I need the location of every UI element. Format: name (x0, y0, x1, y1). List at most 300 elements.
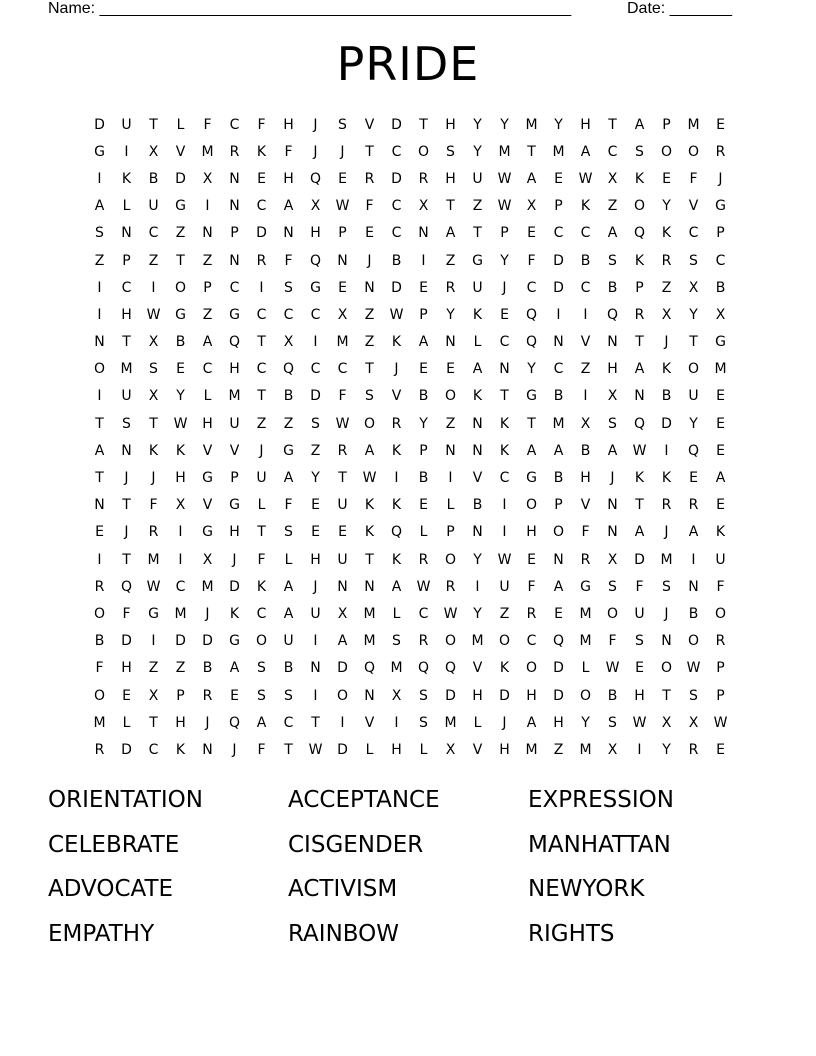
grid-letter: S (392, 633, 401, 650)
grid-letter: W (173, 415, 188, 432)
grid-letter: Z (661, 279, 672, 296)
grid-letter: I (151, 279, 156, 296)
grid-letter: A (283, 578, 294, 595)
grid-letter: R (364, 170, 375, 187)
grid-letter: A (634, 361, 645, 378)
grid-letter: D (256, 225, 267, 242)
grid-letter: C (553, 225, 564, 242)
grid-letter: F (527, 578, 536, 595)
grid-letter: J (502, 714, 507, 731)
grid-letter: I (259, 279, 264, 296)
grid-letter: F (257, 116, 266, 133)
grid-letter: T (95, 470, 104, 487)
grid-letter: C (418, 605, 429, 622)
grid-letter: N (202, 741, 213, 758)
grid-letter: T (95, 415, 104, 432)
grid-letter: P (446, 524, 455, 541)
grid-letter: Q (633, 415, 646, 432)
grid-row (86, 600, 734, 627)
grid-letter: R (715, 633, 726, 650)
grid-letter: V (391, 388, 402, 405)
grid-letter: E (176, 361, 185, 378)
grid-letter: C (283, 714, 294, 731)
grid-letter: R (418, 170, 429, 187)
grid-letter: A (283, 470, 294, 487)
grid-letter: S (446, 143, 455, 160)
grid-letter: W (497, 198, 512, 215)
grid-row (86, 519, 734, 546)
grid-letter: V (580, 334, 591, 351)
grid-letter: K (634, 252, 645, 269)
grid-letter: A (94, 198, 105, 215)
grid-letter: S (689, 687, 698, 704)
grid-letter: Y (581, 714, 590, 731)
grid-letter: N (337, 252, 348, 269)
grid-letter: B (391, 252, 402, 269)
grid-letter: Z (472, 198, 483, 215)
grid-letter: T (149, 415, 158, 432)
grid-letter: T (257, 388, 266, 405)
grid-letter: W (146, 306, 161, 323)
grid-letter: O (93, 361, 106, 378)
grid-letter: Q (282, 361, 295, 378)
grid-letter: E (527, 225, 536, 242)
grid-letter: P (635, 279, 644, 296)
grid-letter: O (687, 633, 700, 650)
grid-letter: L (122, 714, 131, 731)
grid-letter: D (553, 279, 564, 296)
grid-row (86, 247, 734, 274)
grid-letter: N (229, 170, 240, 187)
grid-letter: N (364, 279, 375, 296)
grid-letter: R (418, 633, 429, 650)
grid-letter: Y (473, 551, 482, 568)
grid-letter: D (499, 687, 510, 704)
word-bank-item: NEWYORK (528, 876, 645, 903)
grid-letter: U (229, 415, 240, 432)
grid-letter: E (689, 470, 698, 487)
grid-letter: S (608, 252, 617, 269)
grid-letter: N (364, 578, 375, 595)
grid-letter: G (526, 470, 537, 487)
grid-letter: R (94, 741, 105, 758)
grid-letter: X (337, 306, 348, 323)
grid-letter: B (688, 605, 699, 622)
grid-letter: Z (175, 660, 186, 677)
grid-letter: A (526, 442, 537, 459)
grid-letter: F (203, 116, 212, 133)
grid-letter: D (229, 578, 240, 595)
grid-letter: Y (176, 388, 185, 405)
grid-letter: Y (689, 306, 698, 323)
grid-letter: C (391, 143, 402, 160)
grid-letter: T (257, 524, 266, 541)
grid-letter: C (229, 116, 240, 133)
grid-letter: A (526, 714, 537, 731)
grid-letter: X (283, 334, 294, 351)
grid-letter: W (686, 660, 701, 677)
word-bank-item: EMPATHY (48, 920, 155, 947)
grid-letter: M (579, 633, 592, 650)
grid-letter: N (607, 524, 618, 541)
grid-letter: E (257, 170, 266, 187)
grid-letter: K (661, 361, 672, 378)
grid-letter: S (689, 252, 698, 269)
grid-letter: D (310, 388, 321, 405)
grid-letter: F (284, 143, 293, 160)
grid-letter: K (148, 442, 159, 459)
grid-letter: O (444, 388, 457, 405)
grid-letter: A (607, 442, 618, 459)
word-row (48, 867, 768, 912)
grid-letter: N (337, 578, 348, 595)
grid-row (86, 111, 734, 138)
grid-letter: C (391, 225, 402, 242)
grid-letter: X (715, 306, 726, 323)
grid-letter: C (337, 361, 348, 378)
grid-letter: Y (311, 470, 320, 487)
grid-letter: B (175, 334, 186, 351)
grid-letter: P (554, 497, 563, 514)
grid-letter: C (283, 306, 294, 323)
grid-letter: U (121, 388, 132, 405)
grid-letter: Z (94, 252, 105, 269)
grid-letter: I (97, 170, 102, 187)
grid-letter: X (526, 198, 537, 215)
grid-letter: L (473, 714, 482, 731)
grid-letter: T (635, 497, 644, 514)
grid-letter: I (583, 306, 588, 323)
grid-letter: T (365, 143, 374, 160)
grid-letter: T (122, 334, 131, 351)
grid-row (86, 356, 734, 383)
grid-letter: O (714, 605, 727, 622)
grid-letter: J (124, 524, 129, 541)
grid-letter: L (419, 741, 428, 758)
grid-letter: J (232, 551, 237, 568)
grid-letter: L (365, 741, 374, 758)
grid-letter: T (176, 252, 185, 269)
word-bank-item: ACCEPTANCE (288, 787, 440, 814)
grid-letter: E (311, 497, 320, 514)
grid-row (86, 437, 734, 464)
grid-letter: E (500, 306, 509, 323)
grid-letter: G (202, 524, 213, 541)
grid-letter: X (202, 551, 213, 568)
grid-letter: V (688, 198, 699, 215)
grid-letter: F (257, 741, 266, 758)
grid-letter: E (716, 741, 725, 758)
grid-letter: C (310, 306, 321, 323)
grid-letter: E (716, 388, 725, 405)
grid-letter: I (178, 551, 183, 568)
grid-letter: D (661, 415, 672, 432)
grid-letter: Z (148, 252, 159, 269)
grid-letter: W (146, 578, 161, 595)
grid-letter: Q (687, 442, 700, 459)
grid-letter: E (365, 225, 374, 242)
grid-letter: K (661, 225, 672, 242)
grid-letter: M (498, 143, 511, 160)
grid-letter: J (313, 578, 318, 595)
grid-letter: C (715, 252, 726, 269)
grid-letter: M (390, 660, 403, 677)
grid-letter: M (579, 605, 592, 622)
grid-letter: H (445, 170, 456, 187)
grid-letter: Z (256, 415, 267, 432)
grid-letter: E (419, 497, 428, 514)
grid-letter: W (335, 415, 350, 432)
grid-letter: C (148, 225, 159, 242)
grid-letter: N (94, 334, 105, 351)
grid-letter: V (364, 714, 375, 731)
grid-letter: O (174, 279, 187, 296)
grid-letter: N (472, 415, 483, 432)
grid-letter: R (688, 741, 699, 758)
grid-letter: U (148, 198, 159, 215)
grid-letter: D (553, 687, 564, 704)
grid-letter: Z (499, 605, 510, 622)
grid-letter: Z (364, 334, 375, 351)
grid-letter: Y (446, 306, 455, 323)
grid-letter: C (391, 198, 402, 215)
grid-letter: H (634, 687, 645, 704)
grid-letter: N (607, 334, 618, 351)
grid-letter: Q (633, 225, 646, 242)
grid-letter: X (148, 334, 159, 351)
grid-letter: X (607, 741, 618, 758)
word-bank-item: ORIENTATION (48, 787, 203, 814)
grid-letter: A (256, 714, 267, 731)
grid-letter: X (607, 551, 618, 568)
grid-letter: E (716, 415, 725, 432)
grid-letter: I (556, 306, 561, 323)
grid-letter: A (94, 442, 105, 459)
grid-letter: K (499, 442, 510, 459)
grid-letter: X (148, 687, 159, 704)
grid-letter: K (472, 306, 483, 323)
grid-letter: V (175, 143, 186, 160)
grid-letter: U (310, 605, 321, 622)
grid-letter: R (202, 687, 213, 704)
grid-letter: T (338, 470, 347, 487)
grid-letter: S (257, 687, 266, 704)
grid-letter: J (367, 252, 372, 269)
grid-letter: B (202, 660, 213, 677)
grid-letter: E (338, 524, 347, 541)
grid-letter: A (472, 361, 483, 378)
grid-letter: C (175, 578, 186, 595)
grid-letter: R (337, 442, 348, 459)
grid-letter: V (202, 442, 213, 459)
grid-letter: L (203, 388, 212, 405)
grid-letter: D (121, 741, 132, 758)
grid-letter: S (149, 361, 158, 378)
grid-letter: O (606, 605, 619, 622)
grid-letter: I (97, 551, 102, 568)
grid-letter: M (174, 605, 187, 622)
grid-letter: H (202, 415, 213, 432)
grid-letter: K (661, 470, 672, 487)
grid-row (86, 655, 734, 682)
grid-letter: N (472, 442, 483, 459)
grid-letter: X (391, 687, 402, 704)
grid-letter: Z (607, 198, 618, 215)
grid-letter: C (688, 225, 699, 242)
grid-letter: S (284, 279, 293, 296)
grid-letter: F (284, 252, 293, 269)
word-bank-item: MANHATTAN (528, 831, 671, 858)
grid-letter: X (202, 170, 213, 187)
grid-letter: R (418, 551, 429, 568)
grid-letter: S (311, 415, 320, 432)
grid-letter: K (472, 388, 483, 405)
grid-letter: R (580, 551, 591, 568)
grid-letter: Z (148, 660, 159, 677)
grid-letter: G (202, 470, 213, 487)
grid-letter: N (499, 361, 510, 378)
grid-letter: X (175, 497, 186, 514)
grid-letter: N (229, 252, 240, 269)
grid-letter: S (419, 714, 428, 731)
grid-letter: E (338, 170, 347, 187)
grid-letter: B (283, 660, 294, 677)
grid-letter: V (472, 660, 483, 677)
grid-letter: E (554, 170, 563, 187)
grid-letter: X (661, 306, 672, 323)
grid-letter: F (365, 198, 374, 215)
grid-letter: K (499, 415, 510, 432)
grid-letter: R (661, 252, 672, 269)
grid-letter: P (554, 198, 563, 215)
grid-letter: A (364, 442, 375, 459)
grid-letter: J (718, 170, 723, 187)
grid-letter: K (634, 470, 645, 487)
grid-letter: X (418, 198, 429, 215)
grid-letter: M (228, 388, 241, 405)
grid-letter: K (391, 334, 402, 351)
grid-row (86, 165, 734, 192)
grid-letter: G (715, 334, 726, 351)
grid-letter: P (662, 116, 671, 133)
grid-letter: A (337, 633, 348, 650)
grid-letter: I (583, 388, 588, 405)
grid-letter: M (336, 334, 349, 351)
grid-letter: A (418, 334, 429, 351)
grid-letter: O (660, 660, 673, 677)
grid-letter: D (391, 279, 402, 296)
word-bank-item: CELEBRATE (48, 831, 180, 858)
grid-letter: P (716, 225, 725, 242)
grid-letter: M (714, 361, 727, 378)
grid-letter: W (713, 714, 728, 731)
grid-letter: X (310, 198, 321, 215)
grid-letter: I (502, 497, 507, 514)
grid-letter: B (553, 388, 564, 405)
grid-letter: T (527, 143, 536, 160)
grid-letter: I (691, 551, 696, 568)
grid-letter: T (149, 714, 158, 731)
grid-letter: I (205, 198, 210, 215)
grid-letter: W (308, 741, 323, 758)
grid-letter: P (203, 279, 212, 296)
grid-row (86, 628, 734, 655)
grid-letter: V (229, 442, 240, 459)
grid-letter: C (256, 198, 267, 215)
grid-letter: U (634, 605, 645, 622)
grid-letter: C (499, 334, 510, 351)
grid-letter: T (473, 225, 482, 242)
grid-letter: A (553, 578, 564, 595)
grid-letter: M (660, 551, 673, 568)
grid-letter: U (499, 578, 510, 595)
grid-letter: E (95, 524, 104, 541)
word-bank-item: RAINBOW (288, 920, 399, 947)
word-bank-item: ACTIVISM (288, 876, 398, 903)
grid-letter: B (661, 388, 672, 405)
grid-letter: O (687, 143, 700, 160)
grid-letter: N (283, 225, 294, 242)
grid-letter: T (419, 116, 428, 133)
grid-letter: T (635, 334, 644, 351)
grid-letter: K (256, 578, 267, 595)
grid-letter: O (660, 143, 673, 160)
grid-letter: I (313, 687, 318, 704)
grid-letter: O (552, 524, 565, 541)
grid-letter: N (445, 334, 456, 351)
grid-letter: I (637, 741, 642, 758)
grid-letter: J (232, 741, 237, 758)
grid-letter: W (416, 578, 431, 595)
grid-letter: G (580, 578, 591, 595)
grid-letter: J (151, 470, 156, 487)
grid-letter: F (95, 660, 104, 677)
grid-letter: C (148, 741, 159, 758)
grid-letter: X (580, 415, 591, 432)
grid-letter: F (716, 578, 725, 595)
grid-letter: H (175, 470, 186, 487)
grid-letter: H (499, 741, 510, 758)
grid-letter: Y (527, 361, 536, 378)
grid-letter: V (364, 116, 375, 133)
grid-letter: F (581, 524, 590, 541)
grid-letter: Y (662, 741, 671, 758)
grid-letter: H (580, 116, 591, 133)
grid-letter: D (94, 116, 105, 133)
grid-letter: A (283, 605, 294, 622)
grid-letter: N (121, 442, 132, 459)
grid-letter: Y (500, 116, 509, 133)
grid-letter: Y (419, 415, 428, 432)
grid-letter: O (336, 687, 349, 704)
grid-letter: I (394, 470, 399, 487)
grid-letter: L (581, 660, 590, 677)
grid-letter: I (664, 442, 669, 459)
grid-letter: U (715, 551, 726, 568)
word-bank-item: CISGENDER (288, 831, 424, 858)
grid-letter: U (337, 497, 348, 514)
grid-letter: H (283, 170, 294, 187)
grid-letter: W (632, 442, 647, 459)
grid-letter: S (608, 415, 617, 432)
grid-letter: W (362, 470, 377, 487)
grid-letter: A (229, 660, 240, 677)
grid-letter: R (661, 497, 672, 514)
grid-letter: Z (445, 252, 456, 269)
grid-letter: B (607, 279, 618, 296)
grid-letter: D (337, 741, 348, 758)
grid-letter: R (634, 306, 645, 323)
